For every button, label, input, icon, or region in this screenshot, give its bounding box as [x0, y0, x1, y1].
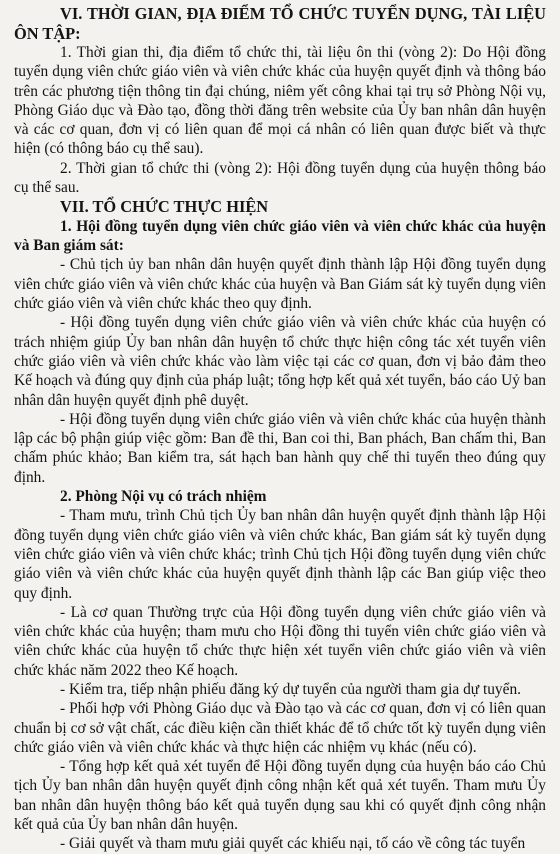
section-7-heading: VII. TỔ CHỨC THỰC HIỆN — [60, 197, 269, 217]
section-6-paragraph-1: 1. Thời gian thi, địa điểm tổ chức thi, tài liệu ôn thi (vòng 2): Do Hội đồng tuyển dụng viên chức giáo viên và viên chức khác của huyện quyết định và thông báo trên các phương tiện thông tin đại chúng, niêm yết công khai tại trụ sở Phòng Nội vụ, Phòng Giáo dục và Đào tạo, đồng thời đăng trên website của Ủy ban nhân dân huyện và các cơ quan, đơn vị có liên quan để mọi cá nhân có liên quan được biết và thực hiện (có thông báo cụ thể sau). — [14, 44, 546, 158]
section-7-2-item: - Tham mưu, trình Chủ tịch Ủy ban nhân dân huyện quyết định thành lập Hội đồng tuyển dụng viên chức giáo viên và viên chức khác, Ban giám sát kỳ tuyển dụng viên chức giáo viên và viên chức khác; trình Chủ tịch Hội đồng tuyển dụng viên chức giáo viên và viên chức khác của huyện quyết định thành lập các Ban giúp việc theo quy định. — [14, 507, 546, 602]
section-7-1-item: - Hội đồng tuyển dụng viên chức giáo viên và viên chức khác của huyện có trách nhiệm giúp Ủy ban nhân dân huyện tổ chức thực hiện công tác xét tuyển viên chức giáo viên và viên chức khác vào làm việc tại các cơ quan, đơn vị bảo đảm theo Kế hoạch và đúng quy định của pháp luật; tổng hợp kết quả xét tuyển, báo cáo Uỷ ban nhân dân huyện quyết định phê duyệt. — [14, 314, 546, 409]
section-7-1-item: - Chủ tịch ủy ban nhân dân huyện quyết định thành lập Hội đồng tuyển dụng viên chức giáo viên và viên chức khác của huyện và Ban Giám sát kỳ tuyển dụng viên chức giáo viên và viên chức khác theo quy định. — [14, 256, 546, 313]
section-7-2-item: - Giải quyết và tham mưu giải quyết các khiếu nại, tố cáo về công tác tuyển — [60, 835, 526, 853]
section-7-subheading-2: 2. Phòng Nội vụ có trách nhiệm — [60, 488, 267, 506]
section-7-2-item: - Kiểm tra, tiếp nhận phiếu đăng ký dự tuyển của người tham gia dự tuyển. — [60, 681, 521, 698]
section-7-1-item: - Hội đồng tuyển dụng viên chức giáo viên và viên chức khác của huyện thành lập các bộ phận giúp việc gồm: Ban đề thi, Ban coi thi, Ban phách, Ban chấm thi, Ban chấm phúc khảo; Ban kiểm tra, sát hạch ban hành quy chế thi tuyển theo đúng quy định. — [14, 410, 546, 486]
section-7-subheading-1: 1. Hội đồng tuyển dụng viên chức giáo viên và viên chức khác của huyện và Ban giám sát: — [14, 217, 546, 255]
section-7-2-item: - Là cơ quan Thường trực của Hội đồng tuyển dụng viên chức giáo viên và viên chức khác của huyện; tham mưu cho Hội đồng thi tuyển viên chức giáo viên và viên chức khác của huyện tổ chức thực hiện xét tuyển viên chức giáo viên và viên chức khác năm 2022 theo Kế hoạch. — [14, 603, 546, 679]
section-6-paragraph-2: 2. Thời gian tổ chức thi (vòng 2): Hội đồng tuyển dụng của huyện thông báo cụ thể sau. — [14, 159, 546, 197]
section-6-heading: VI. THỜI GIAN, ĐỊA ĐIỂM TỔ CHỨC TUYỂN DỤNG, TÀI LIỆU ÔN TẬP: — [14, 4, 546, 43]
section-7-2-item: - Phối hợp với Phòng Giáo dục và Đào tạo và các cơ quan, đơn vị có liên quan chuẩn bị cơ sở vật chất, các điều kiện cần thiết khác để tổ chức tốt kỳ tuyển dụng viên chức giáo viên và viên chức khác và thực hiện các nhiệm vụ khác (nếu có). — [14, 700, 546, 756]
section-7-2-item: - Tổng hợp kết quả xét tuyển để Hội đồng tuyển dụng của huyện báo cáo Chủ tịch Ủy ban nhân dân huyện quyết định công nhận kết quả xét tuyển. Tham mưu Ủy ban nhân dân huyện thông báo kết quả tuyển dụng sau khi có quyết định công nhận kết quả của Ủy ban nhân dân huyện. — [14, 758, 546, 834]
